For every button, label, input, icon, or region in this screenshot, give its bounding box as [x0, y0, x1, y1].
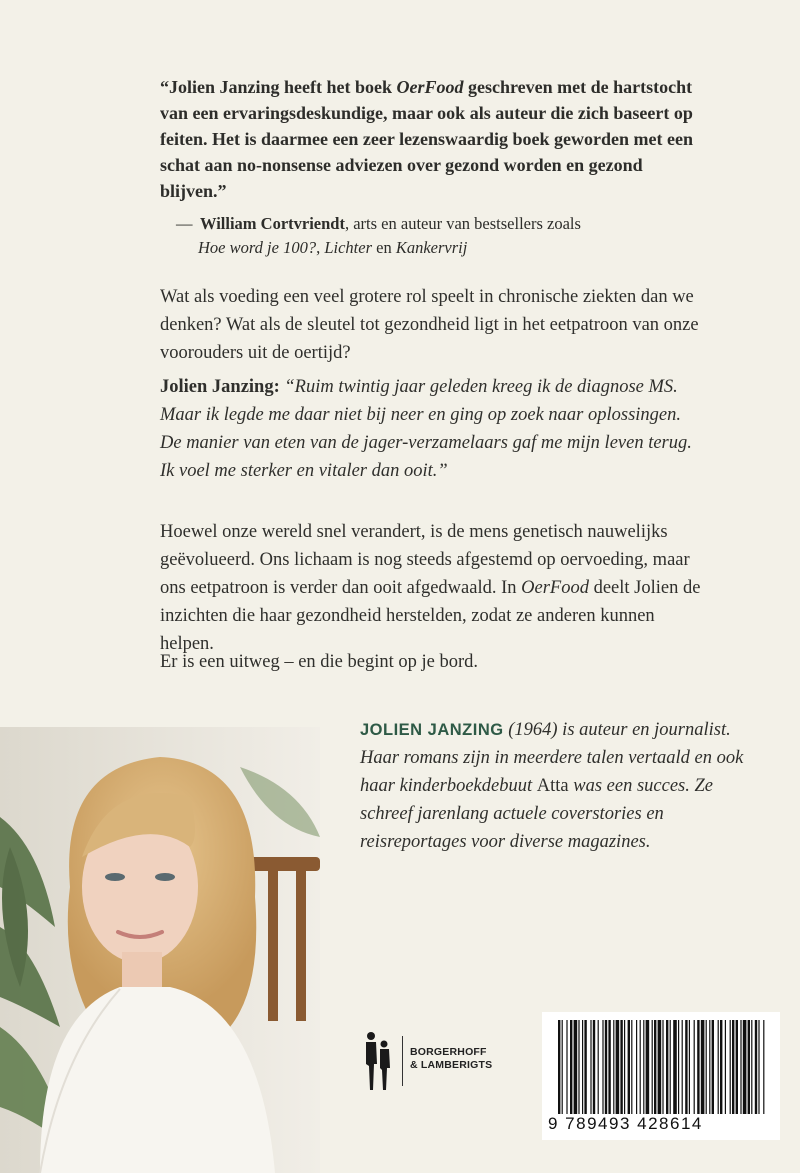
- barcode-bar: [701, 1020, 705, 1114]
- barcode-bar: [666, 1020, 668, 1114]
- barcode-bar: [720, 1020, 722, 1114]
- body-text-end: deelt Jolien de inzichten die haar gezondheid herstelden, zodat ze anderen kunnen helpen.: [160, 578, 701, 654]
- barcode-bar: [566, 1020, 567, 1114]
- barcode-bar: [652, 1020, 653, 1114]
- body-book-title: OerFood: [521, 578, 589, 598]
- publisher-name-line-2: & LAMBERIGTS: [410, 1059, 493, 1071]
- barcode-bar: [654, 1020, 656, 1114]
- barcode-bars: [554, 1020, 768, 1114]
- barcode-bar: [608, 1020, 610, 1114]
- attribution-name: William Cortvriendt: [200, 214, 345, 233]
- barcode-bar: [709, 1020, 710, 1114]
- barcode-bar: [730, 1020, 731, 1114]
- author-bio: [360, 716, 760, 856]
- barcode-bar: [590, 1020, 591, 1114]
- barcode-bar: [574, 1020, 578, 1114]
- publisher-logo: [360, 1028, 520, 1098]
- quote-book-title: OerFood: [396, 77, 464, 97]
- barcode-bar: [562, 1020, 563, 1114]
- barcode-bar: [658, 1020, 662, 1114]
- barcode-bar: [689, 1020, 690, 1114]
- attribution-books: [176, 236, 716, 260]
- author-photo: [0, 727, 320, 1173]
- closing-line: Er is een uitweg – en die begint op je bord.: [160, 652, 479, 672]
- barcode-bar: [598, 1020, 599, 1114]
- publisher-name: [410, 1046, 530, 1072]
- barcode-bar: [682, 1020, 683, 1114]
- barcode-bar: [755, 1020, 757, 1114]
- quote-attribution: [176, 212, 716, 260]
- attribution-book-1: Hoe word je 100?: [198, 238, 317, 257]
- barcode-bar: [718, 1020, 719, 1114]
- barcode-bar: [605, 1020, 607, 1114]
- isbn-barcode: [542, 1012, 780, 1140]
- attribution-separator-1: ,: [316, 238, 325, 257]
- barcode-bar: [593, 1020, 595, 1114]
- quote-text-start: “Jolien Janzing heeft het boek: [160, 77, 397, 97]
- barcode-bar: [751, 1020, 752, 1114]
- barcode-bar: [624, 1020, 625, 1114]
- barcode-bar: [570, 1020, 572, 1114]
- barcode-bar: [736, 1020, 738, 1114]
- publisher-figures-icon: [360, 1028, 394, 1096]
- bio-book-title: Atta: [536, 776, 569, 796]
- barcode-bar: [558, 1020, 560, 1114]
- barcode-bar: [743, 1020, 747, 1114]
- barcode-bar: [613, 1020, 614, 1114]
- barcode-bar: [646, 1020, 650, 1114]
- barcode-bar: [763, 1020, 764, 1114]
- barcode-bar: [712, 1020, 714, 1114]
- bio-text-end: was een succes. Ze schreef jarenlang actuele coverstories en reisreportages voor diverse magazines.: [360, 776, 713, 852]
- barcode-bar: [740, 1020, 741, 1114]
- barcode-bar: [678, 1020, 679, 1114]
- attribution-role: , arts en auteur van bestsellers zoals: [344, 214, 581, 233]
- barcode-bar: [673, 1020, 677, 1114]
- barcode-bar: [748, 1020, 750, 1114]
- barcode-bar: [685, 1020, 687, 1114]
- statement-text: “Ruim twintig jaar geleden kreeg ik de diagnose MS. Maar ik legde me daar niet bij neer en ging op zoek naar oplossingen. De manier van eten van de jager-verzamelaars gaf me mijn leven terug. Ik voel me sterker en vitaler dan ooit.”: [160, 377, 692, 481]
- barcode-bar: [616, 1020, 620, 1114]
- intro-paragraph: Wat als voeding een veel grotere rol speelt in chronische ziekten dan we denken? Wat als de sleutel tot gezondheid ligt in het eetpatroon van onze voorouders uit de oertijd?: [160, 287, 699, 363]
- attribution-book-3: Kankervrij: [395, 238, 468, 257]
- isbn-number: 9 789493 428614: [548, 1114, 703, 1133]
- statement-speaker: Jolien Janzing:: [160, 377, 280, 397]
- barcode-bar: [631, 1020, 632, 1114]
- barcode-bar: [732, 1020, 734, 1114]
- attribution-book-2: Lichter: [324, 238, 373, 257]
- quote-text-end: geschreven met de hartstocht van een ervaringsdeskundige, maar ook als auteur die zich baseert op feiten. Het is daarmee een zeer lezenswaardig boek geworden met een schat aan no-nonsense adviezen over gezond worden en gezond blijven.”: [160, 77, 694, 201]
- bio-author-name: JOLIEN JANZING: [360, 721, 504, 739]
- attribution-dash: —: [176, 214, 193, 233]
- barcode-bar: [584, 1020, 586, 1114]
- barcode-bar: [725, 1020, 726, 1114]
- barcode-bar: [670, 1020, 671, 1114]
- body-text-start: Hoewel onze wereld snel verandert, is de mens genetisch nauwelijks geëvolueerd. Ons lichaam is nog steeds afgestemd op oervoeding, maar ons eetpatroon is verder dan ooit afgedwaald. In: [160, 522, 690, 598]
- barcode-bar: [578, 1020, 579, 1114]
- barcode-bar: [758, 1020, 759, 1114]
- bio-text-start: (1964) is auteur en journalist. Haar romans zijn in meerdere talen vertaald en ook haar kinderboekdebuut: [360, 720, 744, 796]
- barcode-bar: [636, 1020, 637, 1114]
- blurb-quote: [160, 74, 700, 204]
- body-paragraph: [160, 518, 705, 658]
- publisher-name-line-1: BORGERHOFF: [410, 1046, 487, 1058]
- barcode-bar: [694, 1020, 695, 1114]
- barcode-bar: [602, 1020, 603, 1114]
- barcode-bar: [662, 1020, 663, 1114]
- barcode-bar: [706, 1020, 707, 1114]
- barcode-bar: [582, 1020, 583, 1114]
- attribution-separator-2: en: [372, 238, 396, 257]
- barcode-bar: [697, 1020, 699, 1114]
- barcode-bar: [620, 1020, 622, 1114]
- barcode-bar: [628, 1020, 630, 1114]
- author-statement: [160, 373, 705, 485]
- barcode-bar: [640, 1020, 641, 1114]
- publisher-divider: [402, 1036, 403, 1086]
- barcode-bar: [643, 1020, 644, 1114]
